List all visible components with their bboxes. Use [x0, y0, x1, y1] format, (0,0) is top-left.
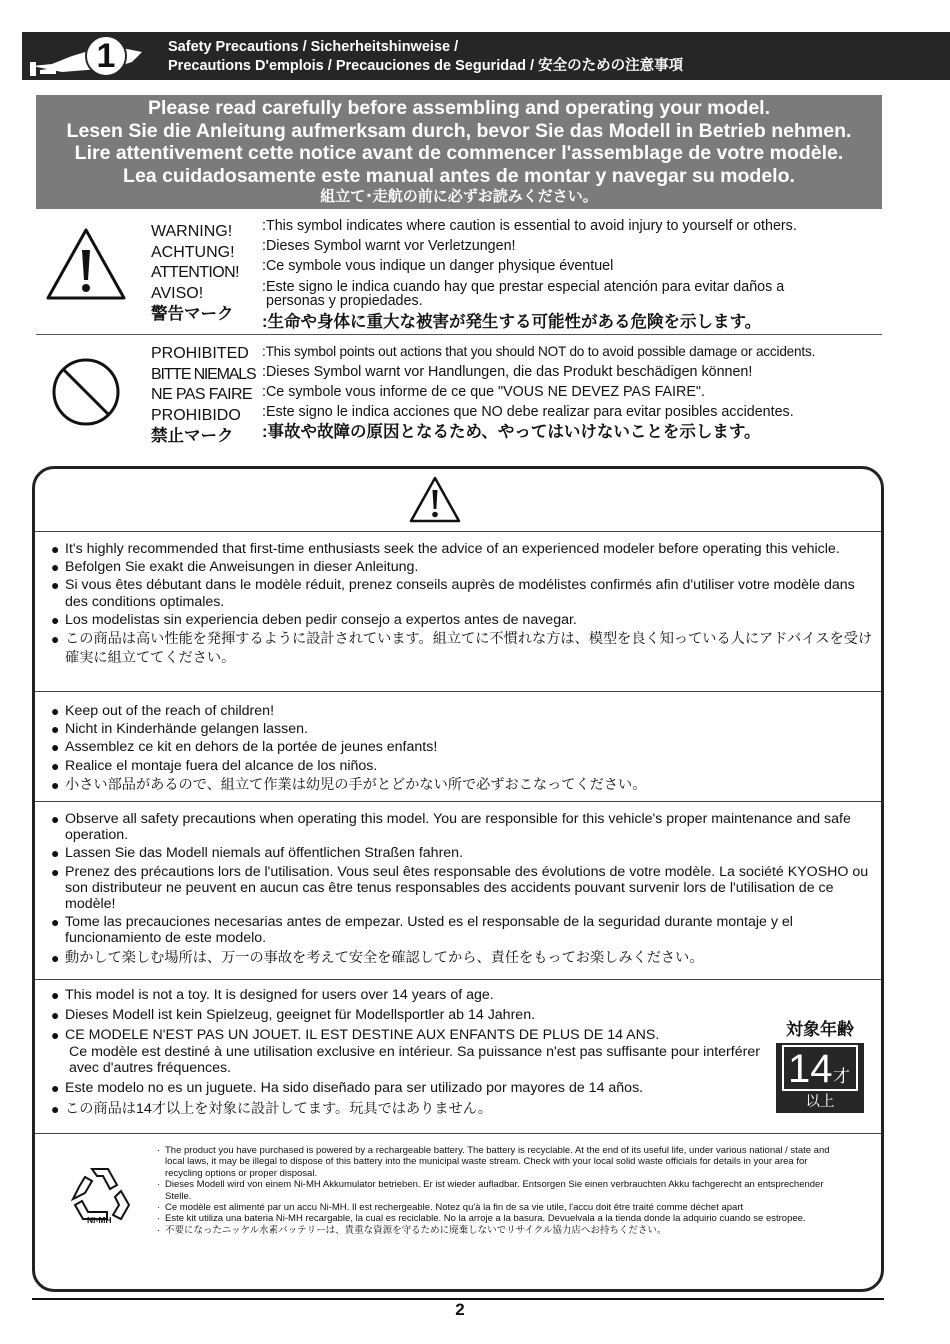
age-badge-label: 対象年齢 — [786, 1020, 854, 1039]
warning-text: :生命や身体に重大な被害が発生する可能性がある危険を示します。 — [262, 313, 762, 331]
prohibited-text: :事故や故障の原因となるため、やってはいけないことを示します。 — [262, 423, 761, 441]
recycle-notes — [157, 1145, 837, 1236]
prohibited-label: BITTE NIEMALS — [151, 365, 256, 383]
list-item: ● Realice el montaje fuera del alcance de los niños. — [51, 758, 881, 774]
prohibited-texts — [262, 342, 815, 442]
prohibited-text: :Ce symbole vous informe de ce que "VOUS NE DEVEZ PAS FAIRE". — [262, 384, 705, 400]
prohibited-label: PROHIBITED — [151, 345, 249, 362]
warning-legend — [36, 216, 882, 330]
prohibited-labels — [151, 342, 255, 447]
header-title-line: Precautions D'emplois / Precauciones de Seguridad / 安全のための注意事項 — [168, 58, 684, 74]
list-item: ● Observe all safety precautions when operating this model. You are responsible for this vehicle's proper maintenance and safe operation. — [51, 811, 881, 843]
list-item: ● Dieses Modell ist kein Spielzeug, geeignet für Modellsportler ab 14 Jahren. — [51, 1007, 771, 1023]
prohibited-text: :Dieses Symbol warnt vor Handlungen, die das Produkt beschädigen können! — [262, 364, 753, 380]
list-item-continuation: Ce modèle est destiné à une utilisation exclusive en intérieur. Sa puissance n'est pas suffisante pour interférer avec d'autres fréquences. — [69, 1043, 760, 1076]
divider — [36, 334, 882, 335]
warning-text: personas y propiedades. — [266, 293, 423, 309]
warning-texts — [262, 216, 797, 332]
warning-label: ACHTUNG! — [151, 243, 235, 261]
age-badge-box — [776, 1043, 864, 1113]
list-item: ● Assemblez ce kit en dehors de la portée de jeunes enfants! — [51, 739, 881, 755]
list-item: ● CE MODELE N'EST PAS UN JOUET. IL EST DESTINE AUX ENFANTS DE PLUS DE 14 ANS. — [51, 1027, 771, 1043]
banner-line: Lire attentivement cette notice avant de commencer l'assemblage de votre modèle. — [74, 142, 844, 164]
divider — [35, 1133, 881, 1134]
list-item: ● Keep out of the reach of children! — [51, 703, 881, 719]
warning-triangle-icon — [44, 226, 128, 302]
list-item: ● Tome las precauciones necesarias antes de empezar. Usted es el responsable de la seguridad durante montaje y el funcionamiento de este modelo. — [51, 914, 881, 946]
banner-line: Lea cuidadosamente este manual antes de montar y navegar su modelo. — [123, 164, 795, 187]
divider — [35, 531, 881, 532]
list-item: ● Nicht in Kinderhände gelangen lassen. — [51, 721, 881, 737]
header-title — [168, 38, 683, 76]
prohibited-legend — [36, 342, 882, 452]
banner-japanese: 組立て･走航の前に必ずお読みください。 — [320, 188, 598, 205]
section-age — [51, 987, 771, 1121]
prohibited-icon — [50, 356, 122, 428]
page-number: 2 — [455, 1300, 465, 1319]
warning-triangle-icon — [408, 475, 462, 525]
banner-line: Lesen Sie die Anleitung aufmerksam durch, bevor Sie das Modell in Betrieb nehmen. — [66, 119, 852, 142]
section-children — [51, 703, 881, 797]
divider — [35, 979, 881, 980]
header-title-line: Safety Precautions / Sicherheitshinweise / — [168, 39, 459, 55]
step-number: 1 — [96, 37, 116, 75]
list-item: ● 動かして楽しむ場所は、万一の事故を考えて安全を確認してから、責任をもってお楽しみください。 — [51, 949, 881, 968]
list-item: ● Befolgen Sie exakt die Anweisungen in dieser Anleitung. — [51, 559, 881, 575]
list-item: ● 小さい部品があるので、組立て作業は幼児の手がとどかない所で必ずおこなってください。 — [51, 776, 881, 795]
prohibited-label: PROHIBIDO — [151, 406, 241, 424]
prohibited-label: NE PAS FAIRE — [151, 386, 252, 403]
prohibited-text: :Este signo le indica acciones que NO debe realizar para evitar posibles accidentes. — [262, 404, 794, 420]
list-item: ● It's highly recommended that first-time enthusiasts seek the advice of an experienced modeler before operating this vehicle. — [51, 541, 881, 557]
recycle-note: · Ce modèle est alimenté par un accu Ni-MH. Il est rechergeable. Notez qu'à la fin de sa vie utile, l'accu doit être traité comme déchet apart — [157, 1202, 837, 1213]
recycle-note: · The product you have purchased is powered by a rechargeable battery. The battery is recyclable. At the end of its useful life, under various national / state and local laws, it may be illegal to dispose of this battery into the municipal waste stream. Check with your local solid waste officials for details in your area for recycling options or proper disposal. — [157, 1145, 837, 1179]
warning-label: ATTENTION! — [151, 264, 239, 281]
age-badge-number-box — [782, 1045, 858, 1091]
recycle-note: · Dieses Modell wird von einem Ni-MH Akkumulator betrieben. Er ist wieder aufladbar. Entsorgen Sie einen verbrauchten Akku fachgerecht an entsprechender Stelle. — [157, 1179, 837, 1202]
list-item: ● This model is not a toy. It is designed for users over 14 years of age. — [51, 987, 771, 1003]
age-badge — [775, 1019, 865, 1113]
list-item: ● Lassen Sie das Modell niemals auf öffentlichen Straßen fahren. — [51, 845, 881, 861]
section-operation — [51, 811, 881, 970]
warning-labels — [151, 216, 239, 325]
list-item: ● この商品は14才以上を対象に設計してます。玩具ではありません。 — [51, 1100, 771, 1119]
divider — [35, 691, 881, 692]
banner-line: Please read carefully before assembling and operating your model. — [147, 97, 771, 119]
recycle-note: · 不要になったニッケル水素バッテリーは、貴重な資源を守るために廃棄しないでリサイクル協力店へお持ちください。 — [157, 1225, 837, 1236]
warning-text: :Ce symbole vous indique un danger physique éventuel — [262, 258, 614, 274]
read-carefully-banner — [36, 95, 882, 209]
list-item: ● Prenez des précautions lors de l'utilisation. Vous seul êtes responsable des évolutions de votre modèle. La société KYOSHO ou son distributeur ne peuvent en aucun cas être tenus responsables des accidents pouvant survenir lors de l'utilisation de ce modèle! — [51, 864, 881, 913]
warning-label: WARNING! — [151, 223, 233, 240]
prohibited-label: 禁止マーク — [151, 427, 234, 445]
recycle-note: · Este kit utiliza una bateria Ni-MH recargable, la cual es reciclable. No la arroje a la basura. Devuelvala a la tienda donde la adquirio cuando se estropee. — [157, 1213, 837, 1224]
section-header — [22, 32, 950, 80]
warning-text: :Dieses Symbol warnt vor Verletzungen! — [262, 238, 516, 254]
list-item: ● Si vous êtes débutant dans le modèle réduit, prenez conseils auprès de modélistes confirmés afin d'utiliser votre modèle dans des conditions optimales. — [51, 577, 881, 609]
ni-mh-label: Ni-MH — [87, 1215, 112, 1225]
warning-label: 警告マーク — [151, 305, 234, 323]
warning-text: :This symbol indicates where caution is essential to avoid injury to yourself or others. — [262, 218, 797, 234]
list-item: ● Los modelistas sin experiencia deben pedir consejo a expertos antes de navegar. — [51, 612, 881, 628]
list-item: ● Este modelo no es un juguete. Ha sido diseñado para ser utilizado por mayores de 14 años. — [51, 1080, 771, 1096]
warning-label: AVISO! — [151, 284, 204, 302]
warning-text: :Este signo le indica cuando hay que prestar especial atención para evitar daños a — [262, 279, 785, 295]
prohibited-text: :This symbol points out actions that you should NOT do to avoid possible damage or accidents. — [262, 344, 816, 359]
age-badge-number: 14 — [788, 1047, 833, 1091]
list-item: ● この商品は高い性能を発揮するように設計されています。組立てに不慣れな方は、模型を良く知っている人にアドバイスを受け確実に組立ててください。 — [51, 630, 881, 668]
divider — [35, 801, 881, 802]
precautions-box — [32, 466, 884, 1292]
age-badge-sub: 以上 — [805, 1094, 835, 1110]
section-experience — [51, 541, 881, 670]
age-badge-unit: 才 — [833, 1067, 850, 1086]
